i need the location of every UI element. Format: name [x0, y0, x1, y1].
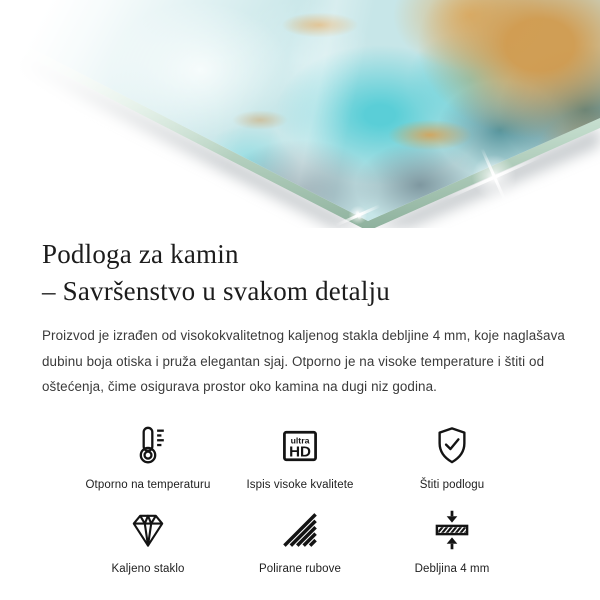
polished-edges-icon — [278, 505, 322, 555]
page-title-line2: – Savršenstvo u svakom detalju — [42, 276, 390, 306]
feature-grid — [72, 421, 528, 575]
diamond-icon — [126, 505, 170, 555]
product-description: Proizvod je izrađen od visokokvalitetnog kaljenog stakla debljine 4 mm, koje naglašava dubinu boja otiska i pruža elegantan sjaj. Otporno je na visoke temperature i štiti od oštećenja, čime osigurava prostor oko kamina na dugi niz godina. — [42, 328, 565, 394]
feature-tempered-glass — [72, 505, 224, 575]
feature-label: Polirane rubove — [258, 562, 342, 575]
feature-protects — [376, 421, 528, 491]
page-title-line1: Podloga za kamin — [42, 239, 239, 269]
feature-label: Ispis visoke kvalitete — [246, 478, 354, 491]
product-info-section — [0, 228, 600, 575]
product-hero-image — [0, 0, 600, 228]
feature-thickness — [376, 505, 528, 575]
feature-polished-edges — [224, 505, 376, 575]
feature-temperature — [72, 421, 224, 491]
feature-label: Otporno na temperaturu — [85, 478, 211, 491]
shield-check-icon — [430, 421, 474, 471]
feature-label: Štiti podlogu — [419, 478, 485, 491]
page-title — [42, 236, 558, 310]
ultra-hd-text-bottom: HD — [289, 443, 311, 461]
feature-label: Kaljeno staklo — [111, 562, 185, 575]
thermometer-icon — [125, 421, 171, 471]
feature-print-quality — [224, 421, 376, 491]
ultra-hd-icon — [278, 421, 322, 471]
thickness-icon — [430, 505, 474, 555]
ultra-hd-text-top: ultra — [290, 434, 310, 445]
feature-label: Debljina 4 mm — [414, 562, 490, 575]
